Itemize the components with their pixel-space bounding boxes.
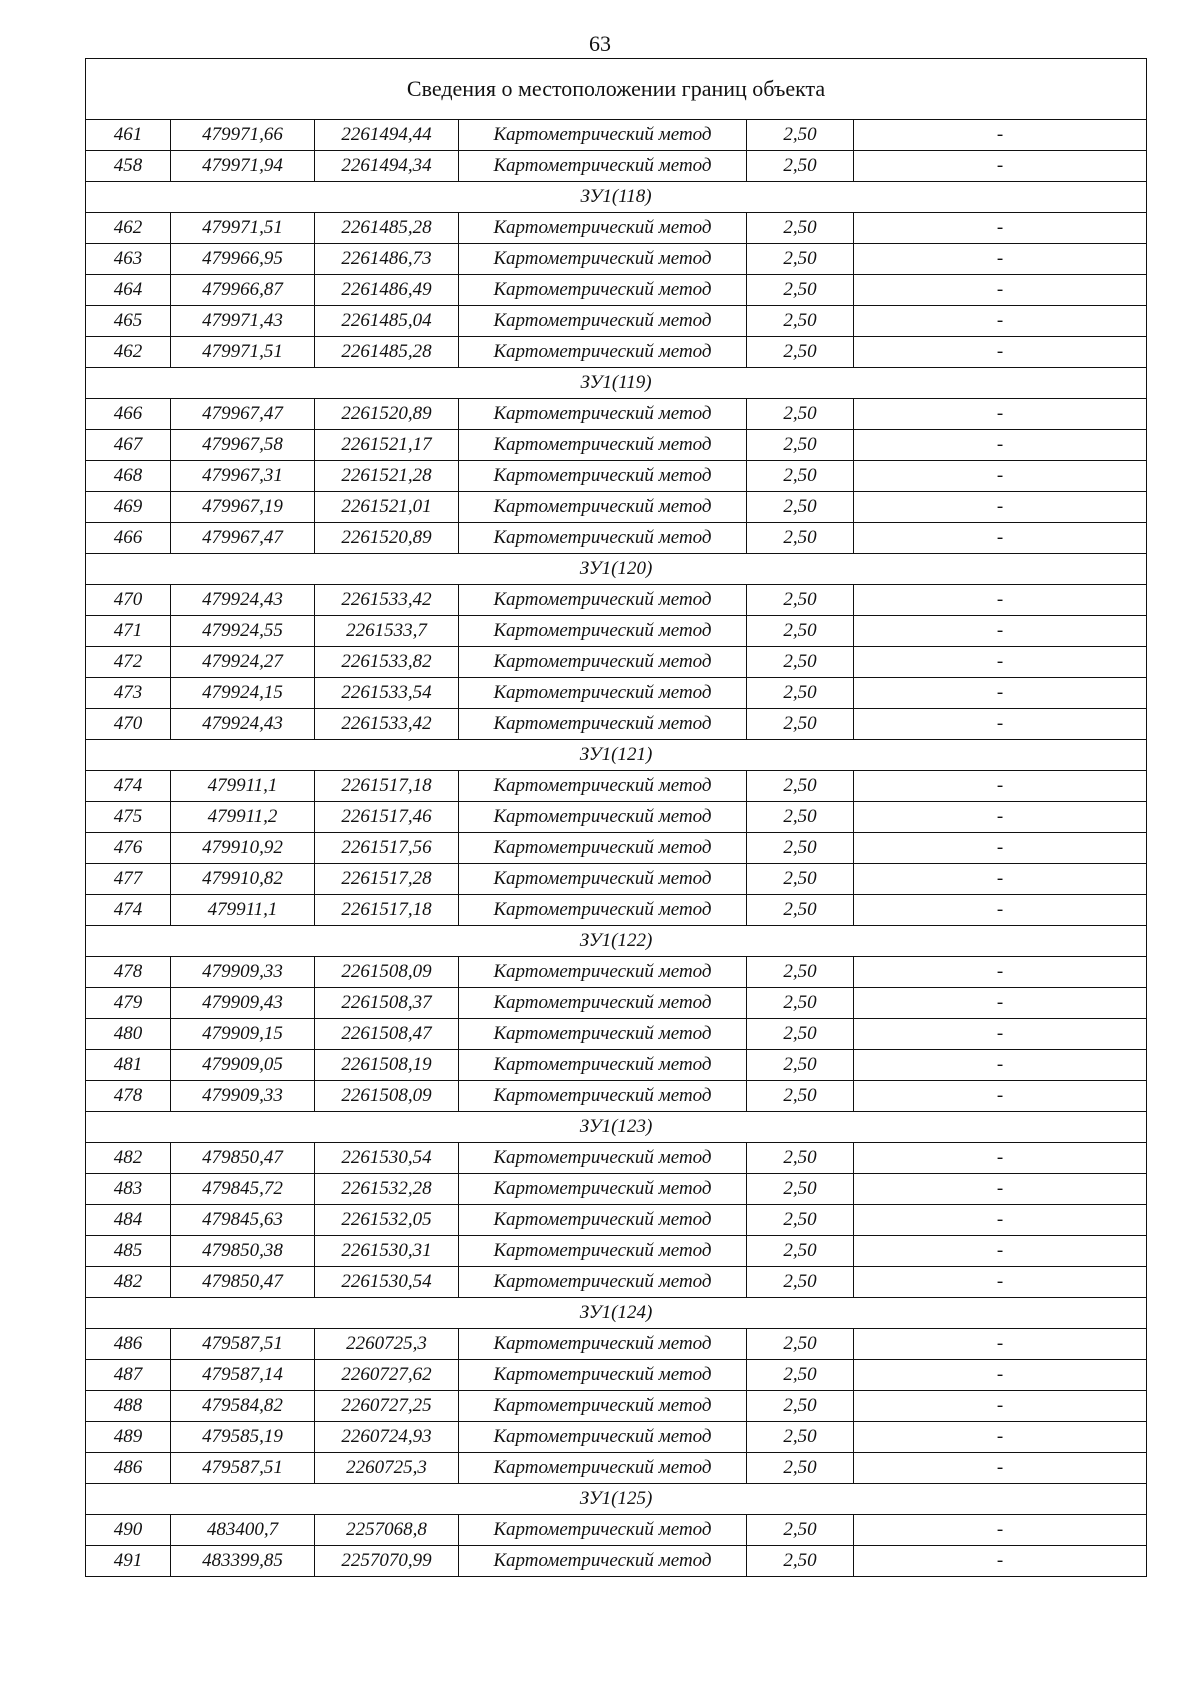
y-coordinate-cell: 2261517,56 [315,833,459,864]
x-coordinate-cell: 479909,33 [171,957,315,988]
accuracy-cell: 2,50 [747,771,854,802]
x-coordinate-cell: 479845,72 [171,1174,315,1205]
y-coordinate-cell: 2261533,42 [315,585,459,616]
x-coordinate-cell: 479585,19 [171,1422,315,1453]
method-cell: Картометрический метод [459,275,747,306]
table-row [86,492,1147,523]
method-cell: Картометрический метод [459,1267,747,1298]
method-cell: Картометрический метод [459,1081,747,1112]
x-coordinate-cell: 479850,47 [171,1143,315,1174]
method-cell: Картометрический метод [459,1236,747,1267]
point-number-cell: 478 [86,1081,171,1112]
point-number-cell: 474 [86,895,171,926]
point-number-cell: 462 [86,337,171,368]
table-row [86,771,1147,802]
boundary-table [85,58,1147,1577]
x-coordinate-cell: 479971,51 [171,337,315,368]
method-cell: Картометрический метод [459,864,747,895]
table-row [86,244,1147,275]
x-coordinate-cell: 479587,14 [171,1360,315,1391]
method-cell: Картометрический метод [459,957,747,988]
table-row [86,864,1147,895]
section-label: ЗУ1(119) [86,368,1147,399]
point-number-cell: 475 [86,802,171,833]
method-cell: Картометрический метод [459,1515,747,1546]
accuracy-cell: 2,50 [747,523,854,554]
x-coordinate-cell: 479910,82 [171,864,315,895]
y-coordinate-cell: 2261517,46 [315,802,459,833]
table-row [86,895,1147,926]
table-title-row [86,59,1147,120]
accuracy-cell: 2,50 [747,1391,854,1422]
x-coordinate-cell: 479966,95 [171,244,315,275]
section-row [86,1298,1147,1329]
method-cell: Картометрический метод [459,1546,747,1577]
accuracy-cell: 2,50 [747,616,854,647]
x-coordinate-cell: 479971,66 [171,120,315,151]
table-row [86,1422,1147,1453]
table-row [86,957,1147,988]
x-coordinate-cell: 479924,43 [171,585,315,616]
accuracy-cell: 2,50 [747,1515,854,1546]
table-row [86,1391,1147,1422]
accuracy-cell: 2,50 [747,1050,854,1081]
x-coordinate-cell: 479850,47 [171,1267,315,1298]
table-row [86,120,1147,151]
point-number-cell: 462 [86,213,171,244]
point-number-cell: 482 [86,1267,171,1298]
point-number-cell: 491 [86,1546,171,1577]
accuracy-cell: 2,50 [747,151,854,182]
description-cell: - [854,616,1147,647]
description-cell: - [854,120,1147,151]
y-coordinate-cell: 2260727,25 [315,1391,459,1422]
method-cell: Картометрический метод [459,1019,747,1050]
point-number-cell: 486 [86,1453,171,1484]
y-coordinate-cell: 2261530,54 [315,1267,459,1298]
y-coordinate-cell: 2260724,93 [315,1422,459,1453]
y-coordinate-cell: 2261533,82 [315,647,459,678]
table-row [86,1236,1147,1267]
point-number-cell: 467 [86,430,171,461]
x-coordinate-cell: 479967,58 [171,430,315,461]
x-coordinate-cell: 479587,51 [171,1453,315,1484]
y-coordinate-cell: 2261508,37 [315,988,459,1019]
x-coordinate-cell: 479966,87 [171,275,315,306]
accuracy-cell: 2,50 [747,1422,854,1453]
section-label: ЗУ1(121) [86,740,1147,771]
table-row [86,802,1147,833]
accuracy-cell: 2,50 [747,1329,854,1360]
table-row [86,1329,1147,1360]
table-row [86,1515,1147,1546]
method-cell: Картометрический метод [459,1329,747,1360]
point-number-cell: 471 [86,616,171,647]
method-cell: Картометрический метод [459,678,747,709]
accuracy-cell: 2,50 [747,120,854,151]
point-number-cell: 478 [86,957,171,988]
table-row [86,647,1147,678]
x-coordinate-cell: 483400,7 [171,1515,315,1546]
description-cell: - [854,1267,1147,1298]
table-row [86,337,1147,368]
method-cell: Картометрический метод [459,988,747,1019]
description-cell: - [854,151,1147,182]
description-cell: - [854,647,1147,678]
description-cell: - [854,988,1147,1019]
method-cell: Картометрический метод [459,1205,747,1236]
point-number-cell: 465 [86,306,171,337]
point-number-cell: 468 [86,461,171,492]
point-number-cell: 463 [86,244,171,275]
y-coordinate-cell: 2261530,54 [315,1143,459,1174]
x-coordinate-cell: 479924,27 [171,647,315,678]
section-row [86,368,1147,399]
accuracy-cell: 2,50 [747,213,854,244]
y-coordinate-cell: 2261494,44 [315,120,459,151]
y-coordinate-cell: 2261533,54 [315,678,459,709]
point-number-cell: 466 [86,399,171,430]
section-row [86,1484,1147,1515]
accuracy-cell: 2,50 [747,306,854,337]
description-cell: - [854,1174,1147,1205]
x-coordinate-cell: 483399,85 [171,1546,315,1577]
x-coordinate-cell: 479850,38 [171,1236,315,1267]
table-row [86,988,1147,1019]
method-cell: Картометрический метод [459,616,747,647]
table-row [86,616,1147,647]
description-cell: - [854,1050,1147,1081]
description-cell: - [854,1453,1147,1484]
table-row [86,1143,1147,1174]
section-label: ЗУ1(122) [86,926,1147,957]
description-cell: - [854,523,1147,554]
y-coordinate-cell: 2261521,17 [315,430,459,461]
table-row [86,1205,1147,1236]
x-coordinate-cell: 479587,51 [171,1329,315,1360]
accuracy-cell: 2,50 [747,957,854,988]
method-cell: Картометрический метод [459,337,747,368]
description-cell: - [854,213,1147,244]
point-number-cell: 486 [86,1329,171,1360]
point-number-cell: 484 [86,1205,171,1236]
table-row [86,1360,1147,1391]
accuracy-cell: 2,50 [747,1143,854,1174]
method-cell: Картометрический метод [459,1360,747,1391]
accuracy-cell: 2,50 [747,461,854,492]
table-row [86,1174,1147,1205]
section-row [86,554,1147,585]
description-cell: - [854,1205,1147,1236]
y-coordinate-cell: 2260725,3 [315,1329,459,1360]
method-cell: Картометрический метод [459,1453,747,1484]
table-row [86,1546,1147,1577]
point-number-cell: 476 [86,833,171,864]
table-row [86,709,1147,740]
table-row [86,399,1147,430]
description-cell: - [854,1081,1147,1112]
accuracy-cell: 2,50 [747,1174,854,1205]
x-coordinate-cell: 479971,43 [171,306,315,337]
description-cell: - [854,1236,1147,1267]
table-row [86,833,1147,864]
x-coordinate-cell: 479584,82 [171,1391,315,1422]
x-coordinate-cell: 479911,2 [171,802,315,833]
accuracy-cell: 2,50 [747,709,854,740]
description-cell: - [854,492,1147,523]
description-cell: - [854,771,1147,802]
accuracy-cell: 2,50 [747,1019,854,1050]
section-row [86,740,1147,771]
table-row [86,678,1147,709]
y-coordinate-cell: 2261520,89 [315,523,459,554]
description-cell: - [854,1143,1147,1174]
point-number-cell: 472 [86,647,171,678]
point-number-cell: 481 [86,1050,171,1081]
accuracy-cell: 2,50 [747,895,854,926]
table-row [86,306,1147,337]
y-coordinate-cell: 2261532,05 [315,1205,459,1236]
description-cell: - [854,864,1147,895]
point-number-cell: 469 [86,492,171,523]
accuracy-cell: 2,50 [747,275,854,306]
method-cell: Картометрический метод [459,523,747,554]
point-number-cell: 470 [86,709,171,740]
x-coordinate-cell: 479971,51 [171,213,315,244]
description-cell: - [854,678,1147,709]
table-title: Сведения о местоположении границ объекта [86,59,1147,120]
accuracy-cell: 2,50 [747,492,854,523]
x-coordinate-cell: 479911,1 [171,771,315,802]
description-cell: - [854,244,1147,275]
description-cell: - [854,833,1147,864]
accuracy-cell: 2,50 [747,1267,854,1298]
x-coordinate-cell: 479910,92 [171,833,315,864]
y-coordinate-cell: 2261520,89 [315,399,459,430]
table-body [86,59,1147,1577]
method-cell: Картометрический метод [459,399,747,430]
table-row [86,523,1147,554]
y-coordinate-cell: 2257070,99 [315,1546,459,1577]
table-row [86,1081,1147,1112]
method-cell: Картометрический метод [459,1422,747,1453]
accuracy-cell: 2,50 [747,1236,854,1267]
description-cell: - [854,430,1147,461]
accuracy-cell: 2,50 [747,1205,854,1236]
y-coordinate-cell: 2261485,04 [315,306,459,337]
x-coordinate-cell: 479971,94 [171,151,315,182]
description-cell: - [854,399,1147,430]
accuracy-cell: 2,50 [747,1360,854,1391]
x-coordinate-cell: 479909,15 [171,1019,315,1050]
method-cell: Картометрический метод [459,492,747,523]
x-coordinate-cell: 479924,43 [171,709,315,740]
section-row [86,1112,1147,1143]
y-coordinate-cell: 2261494,34 [315,151,459,182]
accuracy-cell: 2,50 [747,647,854,678]
table-row [86,213,1147,244]
accuracy-cell: 2,50 [747,1081,854,1112]
accuracy-cell: 2,50 [747,988,854,1019]
x-coordinate-cell: 479911,1 [171,895,315,926]
point-number-cell: 480 [86,1019,171,1050]
accuracy-cell: 2,50 [747,244,854,275]
y-coordinate-cell: 2261521,28 [315,461,459,492]
method-cell: Картометрический метод [459,461,747,492]
description-cell: - [854,585,1147,616]
section-label: ЗУ1(124) [86,1298,1147,1329]
y-coordinate-cell: 2261485,28 [315,213,459,244]
x-coordinate-cell: 479967,47 [171,399,315,430]
section-row [86,182,1147,213]
section-label: ЗУ1(123) [86,1112,1147,1143]
point-number-cell: 487 [86,1360,171,1391]
point-number-cell: 482 [86,1143,171,1174]
y-coordinate-cell: 2261530,31 [315,1236,459,1267]
method-cell: Картометрический метод [459,833,747,864]
accuracy-cell: 2,50 [747,833,854,864]
x-coordinate-cell: 479967,31 [171,461,315,492]
point-number-cell: 483 [86,1174,171,1205]
table-row [86,585,1147,616]
table-row [86,1453,1147,1484]
y-coordinate-cell: 2260727,62 [315,1360,459,1391]
accuracy-cell: 2,50 [747,1546,854,1577]
description-cell: - [854,1546,1147,1577]
point-number-cell: 490 [86,1515,171,1546]
accuracy-cell: 2,50 [747,585,854,616]
accuracy-cell: 2,50 [747,864,854,895]
section-label: ЗУ1(125) [86,1484,1147,1515]
y-coordinate-cell: 2261517,28 [315,864,459,895]
y-coordinate-cell: 2260725,3 [315,1453,459,1484]
x-coordinate-cell: 479967,19 [171,492,315,523]
table-row [86,1019,1147,1050]
section-label: ЗУ1(118) [86,182,1147,213]
y-coordinate-cell: 2261517,18 [315,895,459,926]
point-number-cell: 464 [86,275,171,306]
table-row [86,1050,1147,1081]
method-cell: Картометрический метод [459,771,747,802]
table-row [86,430,1147,461]
y-coordinate-cell: 2261521,01 [315,492,459,523]
method-cell: Картометрический метод [459,430,747,461]
table-row [86,1267,1147,1298]
description-cell: - [854,1515,1147,1546]
y-coordinate-cell: 2257068,8 [315,1515,459,1546]
method-cell: Картометрический метод [459,306,747,337]
method-cell: Картометрический метод [459,709,747,740]
page-number: 63 [589,31,611,56]
table-row [86,151,1147,182]
point-number-cell: 488 [86,1391,171,1422]
y-coordinate-cell: 2261508,09 [315,1081,459,1112]
point-number-cell: 461 [86,120,171,151]
y-coordinate-cell: 2261486,73 [315,244,459,275]
x-coordinate-cell: 479909,43 [171,988,315,1019]
method-cell: Картометрический метод [459,585,747,616]
description-cell: - [854,1360,1147,1391]
description-cell: - [854,802,1147,833]
description-cell: - [854,1391,1147,1422]
description-cell: - [854,1422,1147,1453]
method-cell: Картометрический метод [459,151,747,182]
y-coordinate-cell: 2261508,47 [315,1019,459,1050]
description-cell: - [854,895,1147,926]
method-cell: Картометрический метод [459,1143,747,1174]
point-number-cell: 470 [86,585,171,616]
y-coordinate-cell: 2261533,42 [315,709,459,740]
y-coordinate-cell: 2261517,18 [315,771,459,802]
y-coordinate-cell: 2261532,28 [315,1174,459,1205]
point-number-cell: 479 [86,988,171,1019]
point-number-cell: 477 [86,864,171,895]
accuracy-cell: 2,50 [747,337,854,368]
y-coordinate-cell: 2261533,7 [315,616,459,647]
table-row [86,275,1147,306]
description-cell: - [854,709,1147,740]
point-number-cell: 473 [86,678,171,709]
point-number-cell: 466 [86,523,171,554]
x-coordinate-cell: 479845,63 [171,1205,315,1236]
method-cell: Картометрический метод [459,1391,747,1422]
method-cell: Картометрический метод [459,802,747,833]
method-cell: Картометрический метод [459,1050,747,1081]
method-cell: Картометрический метод [459,1174,747,1205]
accuracy-cell: 2,50 [747,430,854,461]
method-cell: Картометрический метод [459,244,747,275]
point-number-cell: 474 [86,771,171,802]
method-cell: Картометрический метод [459,647,747,678]
x-coordinate-cell: 479909,33 [171,1081,315,1112]
description-cell: - [854,306,1147,337]
description-cell: - [854,1329,1147,1360]
accuracy-cell: 2,50 [747,399,854,430]
x-coordinate-cell: 479967,47 [171,523,315,554]
accuracy-cell: 2,50 [747,1453,854,1484]
description-cell: - [854,957,1147,988]
method-cell: Картометрический метод [459,213,747,244]
table-row [86,461,1147,492]
x-coordinate-cell: 479924,55 [171,616,315,647]
y-coordinate-cell: 2261486,49 [315,275,459,306]
accuracy-cell: 2,50 [747,802,854,833]
method-cell: Картометрический метод [459,895,747,926]
section-label: ЗУ1(120) [86,554,1147,585]
x-coordinate-cell: 479909,05 [171,1050,315,1081]
description-cell: - [854,1019,1147,1050]
y-coordinate-cell: 2261508,19 [315,1050,459,1081]
description-cell: - [854,461,1147,492]
accuracy-cell: 2,50 [747,678,854,709]
y-coordinate-cell: 2261508,09 [315,957,459,988]
y-coordinate-cell: 2261485,28 [315,337,459,368]
description-cell: - [854,275,1147,306]
section-row [86,926,1147,957]
x-coordinate-cell: 479924,15 [171,678,315,709]
point-number-cell: 489 [86,1422,171,1453]
point-number-cell: 458 [86,151,171,182]
description-cell: - [854,337,1147,368]
method-cell: Картометрический метод [459,120,747,151]
point-number-cell: 485 [86,1236,171,1267]
